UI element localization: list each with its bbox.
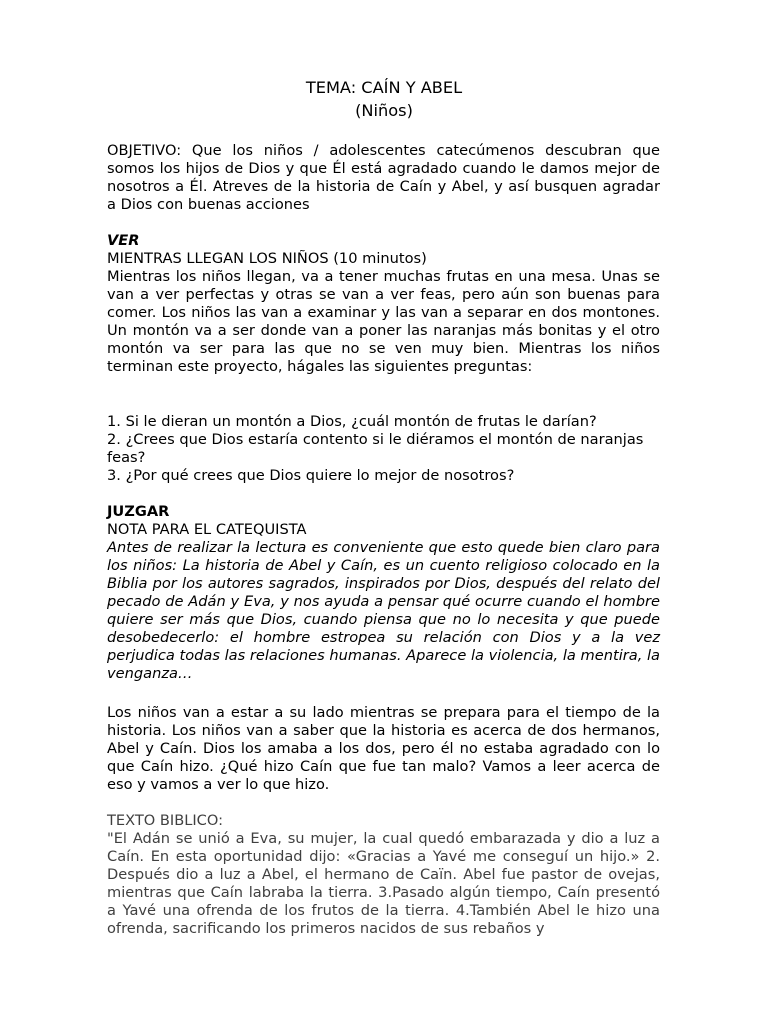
catequista-note: Antes de realizar la lectura es conveniente que esto quede bien claro para los niños: La historia de Abel y Caín, es un cuento religioso colocado en la Biblia por los autores sagrados, inspirados por Dios, después del relato del pecado de Adán y Eva, y nos ayuda a pensar qué ocurre cuando el hombre quiere ser más que Dios, cuando piensa que no lo necesita y que puede desobedecerlo: el hombre estropea su relación con Dios y a la vez perjudica todas las relaciones humanas. Aparece la violencia, la mentira, la venganza… xyxy=(107,539,660,682)
objetivo-paragraph: OBJETIVO: Que los niños / adolescentes catecúmenos descubran que somos los hijos de Dios y que Él está agradado cuando le damos mejor de nosotros a Él. Atreves de la historia de Caín y Abel, y así busquen agradar a Dios con buenas acciones xyxy=(107,142,660,213)
questions-list xyxy=(107,413,660,485)
texto-biblico-heading: TEXTO BIBLICO: xyxy=(107,812,224,829)
document-title: TEMA: CAÍN Y ABEL xyxy=(305,78,463,97)
ver-paragraph: Mientras los niños llegan, va a tener muchas frutas en una mesa. Unas se van a ver perfectas y otras se van a ver feas, pero aún son buenas para comer. Los niños las van a examinar y las van a separar en dos montones. Un montón va a ser donde van a poner las naranjas más bonitas y el otro montón va ser para las que no se ven muy bien. Mientras los niños terminan este proyecto, hágales las siguientes preguntas: xyxy=(107,268,660,375)
ver-subheading: MIENTRAS LLEGAN LOS NIÑOS (10 minutos) xyxy=(107,250,427,267)
question-item-1: 1. Si le dieran un montón a Dios, ¿cuál montón de frutas le darían? xyxy=(107,413,597,430)
juzgar-subheading: NOTA PARA EL CATEQUISTA xyxy=(107,521,307,538)
juzgar-heading: JUZGAR xyxy=(107,503,170,520)
juzgar-paragraph: Los niños van a estar a su lado mientras se prepara para el tiempo de la historia. Los niños van a saber que la historia es acerca de dos hermanos, Abel y Caín. Dios los amaba a los dos, pero él no estaba agradado con lo que Caín hizo. ¿Qué hizo Caín que fue tan malo? Vamos a leer acerca de eso y vamos a ver lo que hizo. xyxy=(107,704,660,793)
question-item-2: 2. ¿Crees que Dios estaría contento si le diéramos el montón de naranjas feas? xyxy=(107,431,644,466)
question-item-3: 3. ¿Por qué crees que Dios quiere lo mejor de nosotros? xyxy=(107,467,515,484)
document-subtitle: (Niños) xyxy=(355,101,413,120)
texto-biblico-text: "El Adán se unió a Eva, su mujer, la cual quedó embarazada y dio a luz a Caín. En esta oportunidad dijo: «Gracias a Yavé me conseguí un hijo.» 2. Después dio a luz a Abel, el hermano de Caïn. Abel fue pastor de ovejas, mientras que Caín labraba la tierra. 3.Pasado algún tiempo, Caín presentó a Yavé una ofrenda de los frutos de la tierra. 4.También Abel le hizo una ofrenda, sacrificando los primeros nacidos de sus rebaños y xyxy=(107,830,660,937)
ver-heading: VER xyxy=(107,232,140,249)
